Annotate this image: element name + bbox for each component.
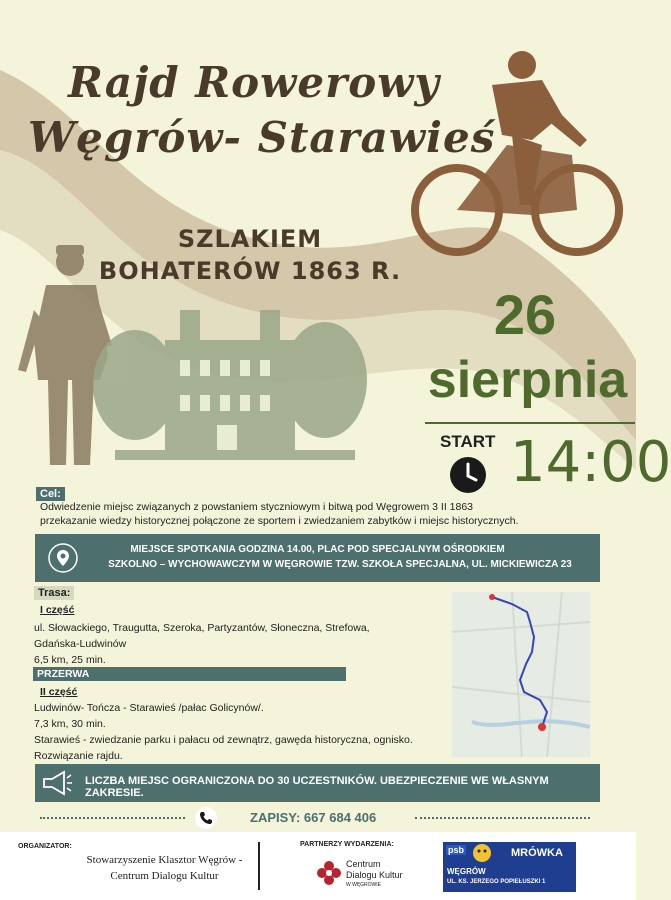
meeting-banner: [35, 534, 600, 582]
event-month: sierpnia: [427, 351, 628, 409]
notice-banner: [35, 764, 600, 802]
partner1-line-2: Dialogu Kultur: [346, 870, 403, 880]
route-part1-distance: 6,5 km, 25 min.: [34, 654, 106, 666]
route-part1-streets-1: ul. Słowackiego, Traugutta, Szeroka, Partyzantów, Słoneczna, Strefowa,: [34, 622, 370, 634]
title-line-1: Rajd Rowerowy: [68, 58, 440, 107]
start-label: START: [440, 432, 496, 451]
mrowka-name: MRÓWKA: [511, 847, 563, 859]
mrowka-address: UL. KS. JERZEGO POPIEŁUSZKI 1: [447, 879, 546, 885]
title-line-2: Węgrów- Starawieś: [28, 113, 496, 162]
registration-dotted-line-left: [40, 817, 185, 819]
mrowka-city: WĘGRÓW: [447, 867, 486, 876]
date-divider: [425, 422, 635, 424]
route-part2-end: Rozwiązanie rajdu.: [34, 750, 123, 762]
route-part2-label: II część: [40, 686, 78, 698]
goal-line-2: przekazanie wiedzy historycznej połączone ze sportem i zwiedzaniem zabytków i miejsc historycznych.: [40, 515, 519, 527]
meeting-line-1: MIEJSCE SPOTKANIA GODZINA 14.00, PLAC POD SPECJALNYM OŚRODKIEM: [130, 544, 505, 555]
subtitle-line-1: SZLAKIEM: [177, 225, 323, 253]
route-part2-visit: Starawieś - zwiedzanie parku i pałacu od zewnątrz, gawęda historyczna, ognisko.: [34, 734, 413, 746]
partner1-line-1: Centrum: [346, 859, 381, 869]
footer-divider: [258, 842, 260, 890]
goal-label: Cel:: [36, 487, 65, 501]
organizer-line-2: Centrum Dialogu Kultur: [110, 870, 219, 882]
cdk-logo-icon: [316, 860, 342, 891]
goal-line-1: Odwiedzenie miejsc związanych z powstaniem styczniowym i bitwą pod Węgrowem 3 II 1863: [40, 501, 474, 513]
partners-label: PARTNERZY WYDARZENIA:: [300, 841, 394, 848]
route-part2-streets: Ludwinów- Tończa - Starawieś /pałac Golicynów/.: [34, 702, 264, 714]
event-day: 26: [493, 283, 557, 346]
phone-icon: [195, 807, 217, 834]
organizer-label: ORGANIZATOR:: [18, 843, 72, 850]
clock-icon: [449, 456, 487, 499]
palace-illustration: [95, 300, 365, 475]
megaphone-icon: [40, 769, 72, 802]
route-part2-distance: 7,3 km, 30 min.: [34, 718, 106, 730]
registration-text: ZAPISY: 667 684 406: [250, 810, 377, 825]
break-label: PRZERWA: [33, 667, 346, 681]
meeting-line-2: SZKOLNO – WYCHOWAWCZYM W WĘGROWIE TZW. SZKOŁA SPECJALNA, UL. MICKIEWICZA 23: [108, 559, 572, 570]
psb-badge: psb: [448, 845, 465, 855]
registration-dotted-line-right: [415, 817, 590, 819]
organizer-line-1: Stowarzyszenie Klasztor Węgrów -: [86, 854, 243, 866]
ant-mascot-icon: [471, 843, 493, 868]
route-part1-label: I część: [40, 604, 75, 616]
subtitle-line-2: BOHATERÓW 1863 R.: [98, 257, 402, 285]
mrowka-logo: [443, 842, 576, 892]
notice-text: LICZBA MIEJSC OGRANICZONA DO 30 UCZESTNIKÓW. UBEZPIECZENIE WE WŁASNYM ZAKRESIE.: [85, 775, 549, 799]
partner1-line-3: W WĘGROWIE: [346, 882, 381, 888]
start-time: 14:00: [510, 430, 671, 495]
route-part1-streets-2: Gdańska-Ludwinów: [34, 638, 127, 650]
footer: [0, 832, 636, 900]
route-label: Trasa:: [34, 586, 74, 600]
route-map: [452, 592, 590, 757]
